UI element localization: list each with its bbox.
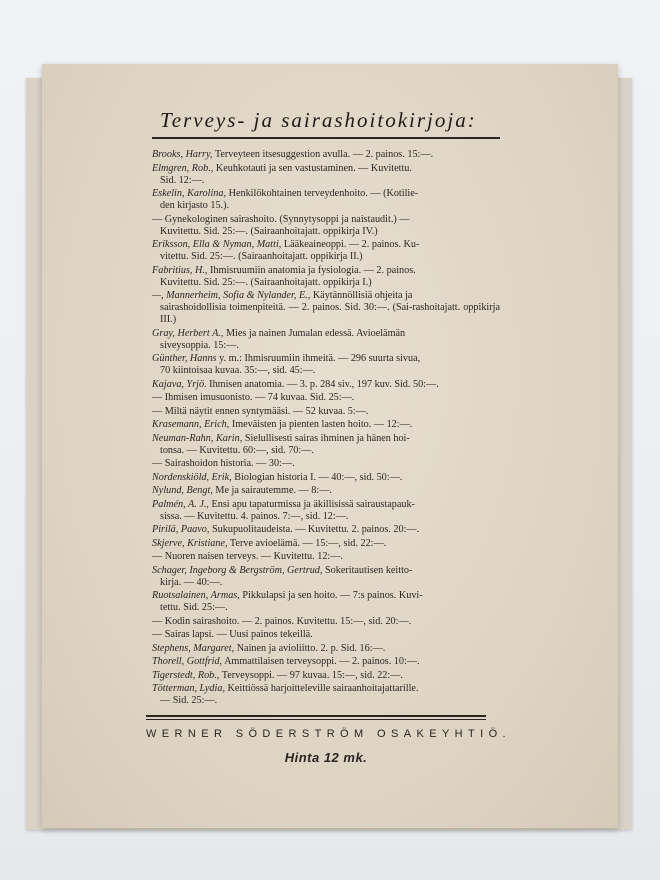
entry-author: Kajava, Yrjö. [152, 378, 207, 390]
entry-author: Elmgren, Rob., [152, 162, 214, 174]
entry-author: —, Mannerheim, Sofia & Nylander, E., [152, 290, 311, 301]
entry-author: Neuman-Rahn, Karin, [152, 432, 243, 444]
entry-continuation: — Sid. 25:—. [160, 695, 218, 706]
entry-title: — Miltä näytit ennen syntymääsi. — 52 kuvaa. 5:—. [152, 405, 369, 417]
entry-title: Käytännöllisiä ohjeita ja [312, 290, 413, 301]
entry-author: Schager, Ingeborg & Bergström, Gertrud, [152, 564, 323, 576]
entry-title: Henkilökohtainen terveydenhoito. — (Kotilie- [228, 188, 419, 199]
book-entry [152, 538, 500, 550]
entry-title: Terveysoppi. — 97 kuvaa. 15:—, sid. 22:—. [221, 669, 403, 681]
entry-author: Thorell, Gottfrid, [152, 656, 223, 667]
book-entry [152, 265, 500, 289]
entry-continuation: vitettu. Sid. 25:—. (Sairaanhoitajatt. oppikirja II.) [160, 251, 363, 262]
entry-title: Sukupuolitaudeista. — Kuvitettu. 2. painos. 20:—. [212, 524, 420, 535]
entry-author: Fabritius, H., [152, 264, 208, 276]
entry-title: Lääkeaineoppi. — 2. painos. Ku- [283, 239, 420, 250]
entry-title: Terve avioelämä. — 15:—, sid. 22:—. [229, 537, 387, 549]
book-entry [152, 353, 500, 377]
entry-title: Ihmisruumiin anatomia ja fysiologia. — 2. painos. [210, 264, 416, 276]
book-entry [152, 458, 500, 470]
entry-title: Imeväisten ja pienten lasten hoito. — 12:—. [231, 419, 413, 430]
entry-title: y. m.: Ihmisruumiin ihmeitä. — 296 suurta sivua, [219, 353, 421, 364]
book-entry [152, 379, 500, 391]
heading-rule [152, 137, 500, 139]
entry-author: Krasemann, Erich, [152, 419, 230, 430]
book-entry [152, 328, 500, 352]
entry-continuation: Kuvitettu. Sid. 25:—. (Sairaanhoitajatt. oppikirja IV.) [160, 225, 378, 237]
book-entry [152, 629, 500, 641]
book-entry [152, 670, 500, 682]
book-entry [152, 656, 500, 668]
entry-continuation: Kuvitettu. Sid. 25:—. (Sairaanhoitajatt. oppikirja I.) [160, 276, 372, 288]
entry-continuation: sissa. — Kuvitettu. 4. painos. 7:—, sid. 12:—. [160, 510, 349, 522]
entry-author: Tigerstedt, Rob., [152, 669, 220, 681]
entry-title: Nainen ja avioliitto. 2. p. Sid. 16:—. [236, 642, 386, 654]
entry-title: Sokeritautisen keitto- [324, 564, 413, 576]
cover-content [146, 108, 512, 765]
entry-continuation: 70 kiintoisaa kuvaa. 35:—, sid. 45:—. [160, 365, 316, 376]
entry-author: Pirilä, Paavo, [152, 524, 210, 535]
entry-title: Sielullisesti sairas ihminen ja hänen hoi- [244, 432, 410, 444]
book-entry [152, 149, 500, 161]
entry-title: — Ihmisen imusuonisto. — 74 kuvaa. Sid. 25:—. [152, 392, 355, 403]
entry-author: Eriksson, Ella & Nyman, Matti, [152, 239, 282, 250]
entry-title: Keuhkotauti ja sen vastustaminen. — Kuvitettu. [215, 162, 412, 174]
entry-title: Me ja sairautemme. — 8:—. [215, 485, 332, 496]
book-entry [152, 683, 500, 707]
entry-continuation: tettu. Sid. 25:—. [160, 602, 228, 613]
entry-title: Ihmisen anatomia. — 3. p. 284 siv., 197 kuv. Sid. 50:—. [209, 378, 439, 390]
entry-title: Ammattilaisen terveysoppi. — 2. painos. 10:—. [224, 656, 420, 667]
entry-author: Gray, Herbert A., [152, 327, 224, 339]
entry-author: Günther, Hanns [152, 353, 217, 364]
entry-author: Nordenskiöld, Erik, [152, 471, 232, 483]
entry-title: — Kodin sairashoito. — 2. painos. Kuvitettu. 15:—, sid. 20:—. [152, 615, 412, 627]
entry-author: Stephens, Margaret, [152, 642, 235, 654]
publisher-rule [146, 715, 486, 720]
entry-author: Skjerve, Kristiane, [152, 537, 228, 549]
entry-author: Palmén, A. J., [152, 498, 209, 510]
book-entry [152, 239, 500, 263]
publisher-name: WERNER SÖDERSTRÖM OSAKEYHTIÖ. [146, 728, 512, 740]
entry-continuation: kirja. — 40:—. [160, 576, 223, 588]
entry-author: Tötterman, Lydia, [152, 683, 225, 694]
entry-title: Keittiössä harjoitteleville sairaanhoitajattarille. [227, 683, 419, 694]
entry-title: — Sairashoidon historia. — 30:—. [152, 458, 295, 469]
entry-title: — Nuoren naisen terveys. — Kuvitettu. 12:—. [152, 551, 343, 562]
book-list [152, 149, 500, 707]
book-entry [152, 590, 500, 614]
entry-title: — Sairas lapsi. — Uusi painos tekeillä. [152, 629, 313, 640]
entry-author: Nylund, Bengt, [152, 485, 213, 496]
book-entry [152, 290, 500, 326]
book-entry [152, 188, 500, 212]
book-entry [152, 433, 500, 457]
entry-title: Terveyteen itsesuggestion avulla. — 2. painos. 15:—. [214, 149, 434, 160]
entry-continuation: sairashoidollisia toimenpiteitä. — 2. painos. Sid. 30:—. (Sai-rashoitajatt. oppikirja III.) [160, 302, 500, 325]
book-entry [152, 472, 500, 484]
entry-author: Brooks, Harry, [152, 149, 213, 160]
entry-author: Eskelin, Karolina, [152, 188, 227, 199]
book-entry [152, 392, 500, 404]
book-entry [152, 565, 500, 589]
book-entry [152, 551, 500, 563]
book-entry [152, 643, 500, 655]
book-entry [152, 499, 500, 523]
entry-continuation: tonsa. — Kuvitettu. 60:—, sid. 70:—. [160, 444, 314, 456]
book-entry [152, 616, 500, 628]
entry-author: Ruotsalainen, Armas, [152, 590, 240, 601]
entry-continuation: siveysoppia. 15:—. [160, 339, 239, 351]
book-entry [152, 419, 500, 431]
book-entry [152, 485, 500, 497]
entry-title: — Gynekologinen sairashoito. (Synnytysoppi ja naistaudit.) — [152, 213, 410, 225]
entry-title: Biologian historia I. — 40:—, sid. 50:—. [234, 471, 403, 483]
book-entry [152, 524, 500, 536]
list-heading: Terveys- ja sairashoitokirjoja: [160, 108, 477, 132]
book-entry [152, 214, 500, 238]
entry-title: Mies ja nainen Jumalan edessä. Avioelämän [225, 327, 406, 339]
book-entry [152, 406, 500, 418]
entry-continuation: Sid. 12:—. [160, 174, 205, 186]
book-entry [152, 163, 500, 187]
entry-title: Pikkulapsi ja sen hoito. — 7:s painos. Kuvi- [242, 590, 423, 601]
book-back-cover [42, 64, 618, 828]
entry-continuation: den kirjasto 15.). [160, 200, 230, 211]
entry-title: Ensi apu tapaturmissa ja äkillisissä sairaustapauk- [211, 498, 415, 510]
price-label: Hinta 12 mk. [284, 750, 368, 765]
